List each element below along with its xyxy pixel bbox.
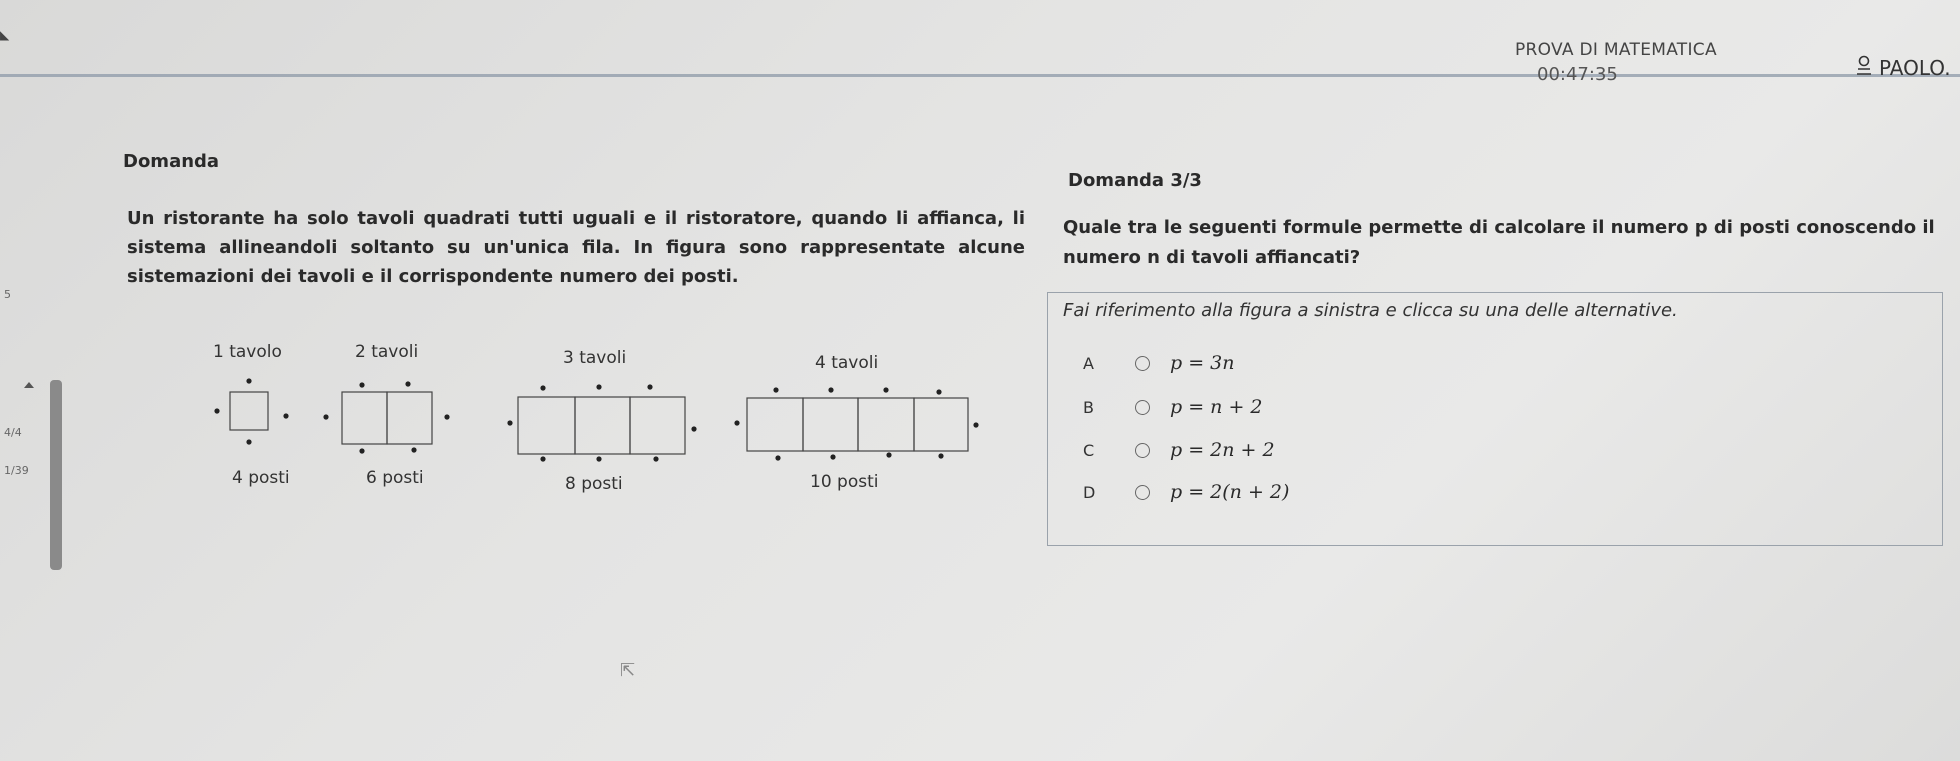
figure-4-tables (747, 398, 968, 451)
user-name: PAOLO. (1879, 55, 1951, 80)
question-prompt: Quale tra le seguenti formule permette di calcolare il numero p di posti conoscendo il numero n di tavoli affiancati? (1063, 217, 1935, 268)
option-letter: B (1083, 397, 1094, 417)
radio-button[interactable] (1135, 400, 1150, 415)
option-formula: p = n + 2 (1170, 396, 1263, 418)
figure-1-table (230, 392, 268, 430)
figure-tables-label: 4 tavoli (815, 353, 879, 373)
option-formula: p = 3n (1170, 352, 1235, 374)
exam-timer: 00:47:35 (1537, 64, 1618, 85)
figure-seats-label: 6 posti (366, 468, 424, 488)
option-letter: D (1083, 482, 1096, 502)
figure-tables-label: 2 tavoli (355, 342, 419, 362)
radio-button[interactable] (1135, 356, 1150, 371)
sidebar-mark: 1/39 (4, 464, 29, 477)
exam-title: PROVA DI MATEMATICA (1515, 40, 1717, 60)
option-letter: A (1083, 353, 1094, 373)
figure-2-tables (342, 392, 432, 444)
figure-3-tables (518, 397, 685, 454)
sidebar-mark: 4/4 (4, 426, 22, 439)
corner-mark: ◣ (0, 28, 10, 42)
option-formula: p = 2(n + 2) (1170, 481, 1290, 503)
mouse-cursor-icon: ⇱ (620, 660, 636, 681)
sidebar-mark: 5 (4, 288, 11, 301)
option-letter: C (1083, 440, 1095, 460)
answer-instruction: Fai riferimento alla figura a sinistra e clicca su una delle alternative. (1063, 300, 1678, 321)
radio-button[interactable] (1135, 443, 1150, 458)
option-b[interactable] (1083, 392, 1263, 422)
figure-seats-label: 10 posti (810, 472, 879, 492)
question-number: Domanda 3/3 (1068, 170, 1202, 191)
question-text: Un ristorante ha solo tavoli quadrati tutti uguali e il ristoratore, quando li affianca, li sistema allineandoli soltanto su un'unica fila. In figura sono rappresentate alcune sistemazioni dei tavoli e il corrispondente numero dei posti. (127, 208, 1025, 287)
question-heading: Domanda (123, 151, 220, 172)
option-a[interactable] (1083, 348, 1235, 378)
option-d[interactable] (1083, 477, 1289, 507)
option-c[interactable] (1083, 435, 1275, 465)
option-formula: p = 2n + 2 (1170, 439, 1275, 461)
figure-seats-label: 4 posti (232, 468, 290, 488)
figure-tables-label: 1 tavolo (213, 342, 282, 362)
figure-seats-label: 8 posti (565, 474, 623, 494)
radio-button[interactable] (1135, 485, 1150, 500)
figure-tables-label: 3 tavoli (563, 348, 627, 368)
